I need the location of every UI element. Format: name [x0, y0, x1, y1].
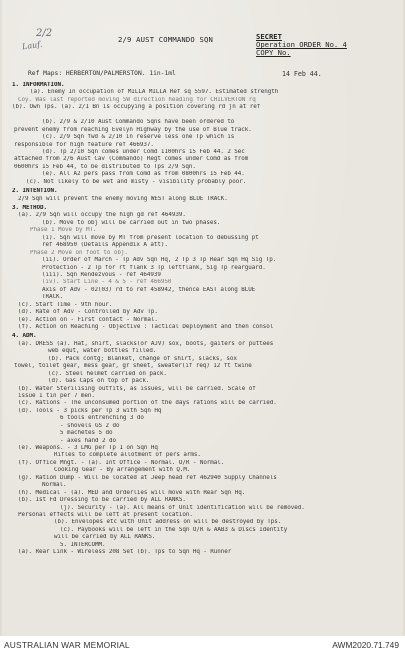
- handwritten-signature: Lauf.: [21, 39, 43, 52]
- order-line: (b). Own Tps. (a). 2/1 Bn is occupying a position covering rd jn at ref: [12, 104, 261, 111]
- order-line: (f). Action on Reaching - Objective : Tactical Deployment and then consol: [18, 324, 274, 330]
- classification-block: [256, 33, 376, 57]
- order-line: prevent enemy from reaching Evelyn Highway by the use of Blue track.: [14, 126, 252, 133]
- order-line: (b). Water Sterilising outfits, as issues, will be carried. Scale of: [18, 385, 256, 392]
- order-line: 6 tools entrenching 3 do: [60, 415, 144, 422]
- ref-maps-line: Ref Maps: HERBERTON/PALMERSTON. 1in-1ml: [28, 70, 176, 77]
- order-line: (d). Rate of Adv - Controlled by Adv Tp.: [18, 309, 158, 316]
- order-line: Axis of Adv - 02(03) rd to ref 458942, thence EAST along BLUE: [42, 286, 256, 293]
- order-line: Cooking Gear - By arrangement with Q.M.: [54, 467, 191, 474]
- institution-name: AUSTRALIAN WAR MEMORIAL: [4, 640, 130, 650]
- order-line: 2. INTENTION.: [12, 188, 58, 195]
- order-line: (i). Sqn will move by MT from present location to debussing pt: [42, 234, 259, 241]
- order-line: (c). Start Time - 9th hour.: [18, 301, 113, 308]
- order-line: (e). All A2 pers pass from Comd as from 0800hrs 15 Feb 44.: [42, 171, 245, 178]
- accession-number: AWM2020.71.749: [332, 640, 399, 650]
- handwritten-annotation: [20, 28, 66, 58]
- order-line: (c). Not likely to be wet and misty - visibility probably poor.: [26, 178, 247, 185]
- order-line: TRACK.: [42, 294, 63, 301]
- order-date: 14 Feb 44.: [282, 70, 322, 78]
- order-line: (f). Office Mngt. - (a). Int Office - Normal. O/R - Normal.: [18, 459, 225, 466]
- order-line: (iv). Start Line - 4 & 5 - ref 466950: [42, 279, 172, 286]
- order-line: (b). 1st Fd Dressing to be carried by ALL RANKS.: [18, 497, 186, 504]
- order-line: (d). Gas Caps on top of pack.: [48, 378, 150, 385]
- order-line: Rifles to complete allotment of pers arms.: [54, 452, 201, 459]
- order-line: will be carried by ALL RANKS.: [54, 534, 156, 541]
- order-line: (c). Rations - The unconsumed portion of the days rations will be carried.: [18, 400, 277, 407]
- order-line: (a). Enemy In occupation of MILLA MILLA Ref sq 5597. Estimated strength: [30, 89, 279, 96]
- handwritten-number: 2/2: [36, 28, 53, 39]
- order-line: (c). Steel helmet carried on pack.: [48, 370, 167, 377]
- order-line: (e). Weapons. - 3 LMG per Tp 1 on Sqn Hq: [18, 445, 158, 451]
- order-line: Protection - 2 Tp for rt flank 3 Tp leftflank, Sig Tp rearguard.: [42, 264, 266, 271]
- order-line: (g). Ration Dump - Will be located at Jeep head ref 462940 Supply Channels: [18, 474, 277, 481]
- order-line: (iii). Sqn Rendezvous - ref 464939: [42, 271, 161, 278]
- order-line: 4. ADM.: [12, 333, 37, 340]
- order-line: (ii). Order of March - Tp Adv Sqn Hq, 2 Tp 3 Tp Rear Sqn Hq Sig Tp.: [42, 257, 277, 264]
- order-line: 2/9 Sqn will prevent the enemy moving WEST along BLUE TRACK.: [18, 195, 228, 202]
- order-line: - shovels GS 2 do: [60, 422, 120, 429]
- archive-footer: [0, 636, 405, 653]
- order-line: (b). Envelopes etc with Unit address on will be destroyed by Tps.: [54, 519, 282, 526]
- order-line: towel, toilet gear, mess gear, gr sheet, sweater(if req) 12 ft twine: [14, 363, 252, 370]
- order-line: (d). Tools - 3 picks per Tp 3 with Sqn Hq: [18, 407, 162, 414]
- order-line: 5. INTERCOMM.: [60, 541, 106, 548]
- order-line: attached from 2/6 Aust Cav (Commando) Regt comes under Comd as from: [14, 156, 249, 163]
- order-line: (a). DRESS (a). Hat, shirt, slacks(or AJV) sox, boots, gaiters or puttees: [18, 340, 274, 347]
- order-line: (d). Tp 2/10 Sqn comes under Comd 1100hrs 15 Feb 44. 2 Sec: [42, 148, 245, 155]
- order-line: (j). Security - (a). All means of Unit identification will be removed.: [60, 504, 305, 511]
- order-line: (h). Medical - (a). MED and Orderlies will move with Rear Sqn Hq.: [18, 489, 246, 496]
- order-line: (e). Action on - First contact - Normal.: [18, 316, 158, 323]
- classification-label: SECRET: [256, 32, 282, 41]
- order-line: (b). Pack contg; Blanket, change of shirt, slacks, sox: [48, 355, 237, 362]
- order-line: 1. INFORMATION.: [12, 82, 65, 88]
- order-line: 3. METHOD.: [12, 205, 47, 211]
- order-line: 5 machetes 5 do: [60, 430, 113, 437]
- order-line: Personal effects will be left at present location.: [18, 511, 193, 518]
- order-line: (a). Rear Link - Wireless 208 Set (b). Tps to Sqn Hq - Runner: [18, 549, 232, 556]
- order-line: web equt, water bottles filled.: [48, 348, 157, 355]
- order-body: [12, 82, 392, 557]
- order-line: Phase 1 Move by MT.: [30, 227, 97, 234]
- order-line: (b). Move to obj will be carried out in two phases.: [42, 219, 221, 226]
- order-line: issue 1 tin per 7 men.: [18, 392, 95, 399]
- order-line: responsible for high feature ref 466937.: [14, 141, 154, 148]
- order-line: (c). Paybooks will be left in the Sqn O/R & AAB3 & Discs Identity: [60, 526, 288, 533]
- order-line: [12, 112, 392, 119]
- order-title: Operation ORDER No. 4: [256, 40, 347, 49]
- order-line: 0600hrs 15 Feb 44, to be distributed to Tps 2/9 Sqn.: [14, 163, 196, 170]
- order-line: Normal.: [42, 482, 67, 489]
- order-line: (b). 2/9 & 2/10 Aust Commando Sqns have been ordered to: [42, 119, 235, 126]
- order-line: Coy. Was last reported moving SW direction heading for CHILVERTON rq: [18, 96, 256, 103]
- order-line: Phase 2 Move on foot to obj.: [30, 249, 128, 256]
- order-line: (a). 2/9 Sqn will occupy the high gd ref 464939.: [18, 212, 186, 219]
- order-line: (c). 2/9 Sqn fwd & 2/10 in reserve less one Tp which is: [42, 134, 235, 141]
- order-line: - axes hand 2 do: [60, 437, 116, 444]
- order-line: ref 468950 (Details Appendix A att).: [42, 242, 168, 249]
- unit-heading: 2/9 AUST COMMANDO SQN: [118, 35, 214, 44]
- copy-number: COPY No.: [256, 48, 291, 57]
